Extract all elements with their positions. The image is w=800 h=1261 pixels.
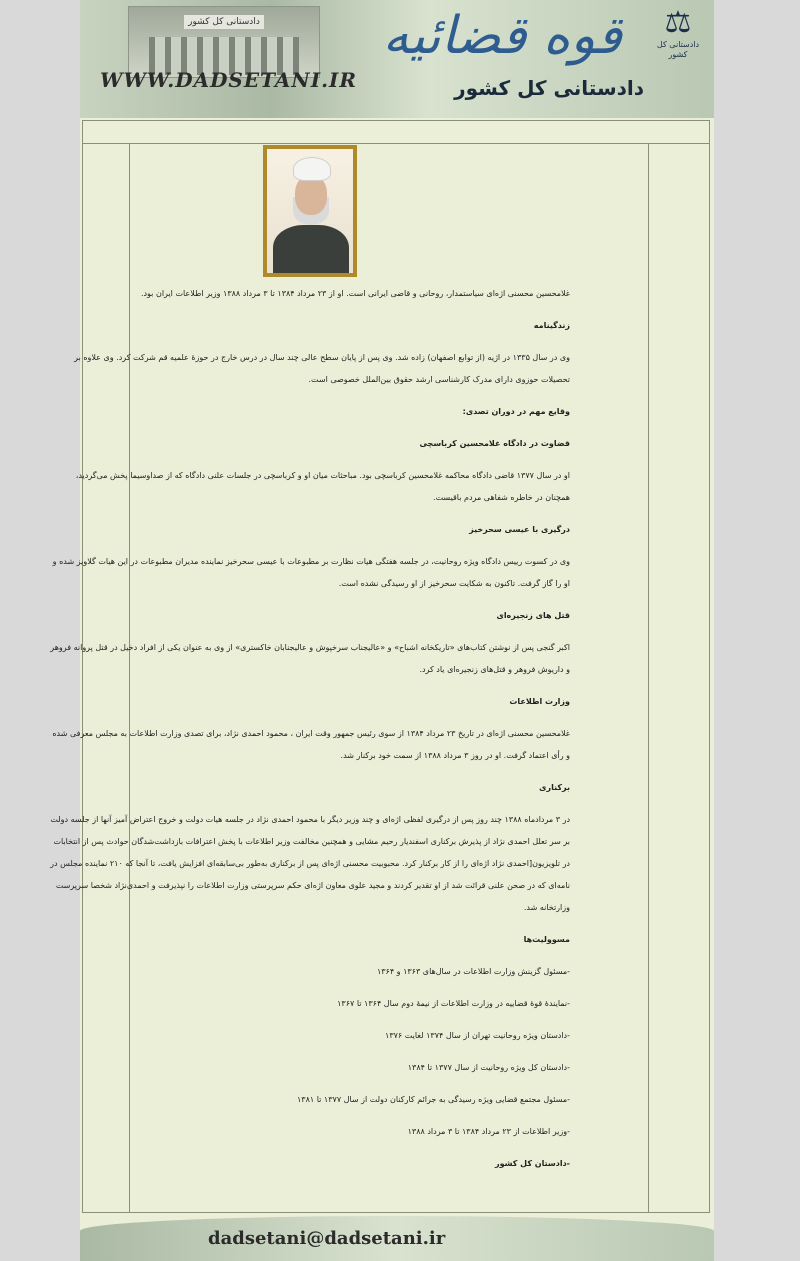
section-paragraph: غلامحسین محسنی اژه‌ای در تاریخ ۲۳ مرداد ۱۳۸۴ از سوی رئیس جمهور وقت ایران ، محمود احمدی نژاد، برای تصدی وزارت اطلاعات به مجلس معرفی شده و رأی اعتماد گرفت. او در روز ۳ مرداد ۱۳۸۸ از سمت خود برکنار شد.: [52, 729, 570, 760]
site-url[interactable]: WWW.DADSETANI.IR: [100, 68, 358, 92]
header-banner: [80, 0, 714, 118]
list-item: -مسئول گزینش وزارت اطلاعات در سال‌های ۱۳۶۳ و ۱۳۶۴: [376, 967, 570, 976]
section-heading: مسوولیت‌ها: [523, 935, 570, 944]
judiciary-emblem: [648, 6, 708, 72]
calligraphy-logo: قوه قضائیه: [382, 6, 622, 66]
section-paragraph: در ۳ مردادماه ۱۳۸۸ چند روز پس از درگیری لفظی اژه‌ای و چند وزیر دیگر با محمود احمدی نژاد در جلسه هیات دولت و خروج اعتراض آمیز آنها از جلسه دولت بر سر تعلل احمدی نژاد از پذیرش برکناری اسفندیار رحیم مشایی و همچنین مخالفت وزیر اطلاعات با پخش اعترافات بازداشت‌شدگان حوادث پس از انتخابات در تلویزیون[احمدی نژاد اژه‌ای را از کار برکنار کرد. محبوبیت محسنی اژه‌ای پس از برکناری به‌طور بی‌سابقه‌ای افزایش یافت، تا آنجا که ۲۱۰ نماینده مجلس در نامه‌ای که در صحن علنی قرائت شد از او تقدیر کردند و مجید علوی معاون اژه‌ای حکم سرپرستی وزارت اطلاعات را نپذیرفت و احمدی‌نژاد شخصا سرپرست وزارتخانه شد.: [50, 815, 570, 912]
section-heading: -دادستان کل کشور: [494, 1159, 570, 1168]
section-heading: برکناری: [539, 783, 570, 792]
list-item: -وزیر اطلاعات از ۲۳ مرداد ۱۳۸۴ تا ۳ مرداد ۱۳۸۸: [407, 1127, 570, 1136]
site-title: دادستانی کل کشور: [454, 76, 644, 100]
building-sign: دادستانی کل کشور: [184, 15, 264, 29]
section-heading: قضاوت در دادگاه غلامحسین کرباسچی: [419, 439, 570, 448]
section-paragraph: او در سال ۱۳۷۷ قاضی دادگاه محاکمه غلامحسین کرباسچی بود. مباحثات میان او و کرباسچی در جلسات علنی دادگاه که از صداوسیما پخش می‌گردید، همچنان در خاطره شفاهی مردم باقیست.: [75, 471, 570, 502]
list-item: -مسئول مجتمع قضایی ویژه رسیدگی به جرائم کارکنان دولت از سال ۱۳۷۷ تا ۱۳۸۱: [296, 1095, 570, 1104]
section-heading: زندگینامه: [533, 321, 570, 330]
list-item: -دادستان کل ویژه روحانیت از سال ۱۳۷۷ تا ۱۳۸۴: [407, 1063, 570, 1072]
section-heading: وزارت اطلاعات: [509, 697, 570, 706]
section-paragraph: اکبر گنجی پس از نوشتن کتاب‌های «تاریکخانه اشباح» و «عالیجناب سرخپوش و عالیجنابان خاکستری» از وی به عنوان یکی از افراد دخیل در قتل پروانه فروهر و داریوش فروهر و قتل‌های زنجیره‌ای یاد کرد.: [50, 643, 570, 674]
contact-email[interactable]: dadsetani@dadsetani.ir: [208, 1228, 446, 1249]
section-paragraph: وی در کسوت رییس دادگاه ویژه روحانیت، در جلسه هفتگی هیات نظارت بر مطبوعات با عیسی سحرخیز نماینده مدیران مطبوعات در این هیات گلاویز شده و او را گاز گرفت. تاکنون به شکایت سحرخیز از او رسیدگی نشده است.: [52, 557, 570, 588]
article: [50, 145, 570, 1185]
scales-icon: ⚖: [664, 5, 692, 40]
portrait-image: [263, 145, 357, 277]
article-intro: غلامحسین محسنی اژه‌ای سیاستمدار، روحانی و قاضی ایرانی است. او از ۲۳ مرداد ۱۳۸۴ تا ۳ مرداد ۱۳۸۸ وزیر اطلاعات ایران بود.: [140, 289, 570, 298]
section-heading: قتل های زنجیره‌ای: [496, 611, 570, 620]
section-heading: درگیری با عیسی سحرخیز: [469, 525, 570, 534]
section-paragraph: وی در سال ۱۳۳۵ در اژیه (از توابع اصفهان) زاده شد. وی پس از پایان سطح عالی چند سال در درس خارج در حوزهٔ علمیه قم شرکت کرد. وی علاوه بر تحصیلات حوزوی دارای مدرک کارشناسی ارشد حقوق بین‌الملل خصوصی است.: [74, 353, 570, 384]
footer-banner: [80, 1216, 714, 1261]
emblem-caption: دادستانی کل کشور: [656, 40, 700, 59]
section-heading: وقایع مهم در دوران تصدی:: [462, 407, 570, 416]
list-item: -دادستان ویژه روحانیت تهران از سال ۱۳۷۴ لغایت ۱۳۷۶: [385, 1031, 570, 1040]
list-item: -نمایندهٔ قوهٔ قضاییه در وزارت اطلاعات از نیمهٔ دوم سال ۱۳۶۴ تا ۱۳۶۷: [337, 999, 570, 1008]
